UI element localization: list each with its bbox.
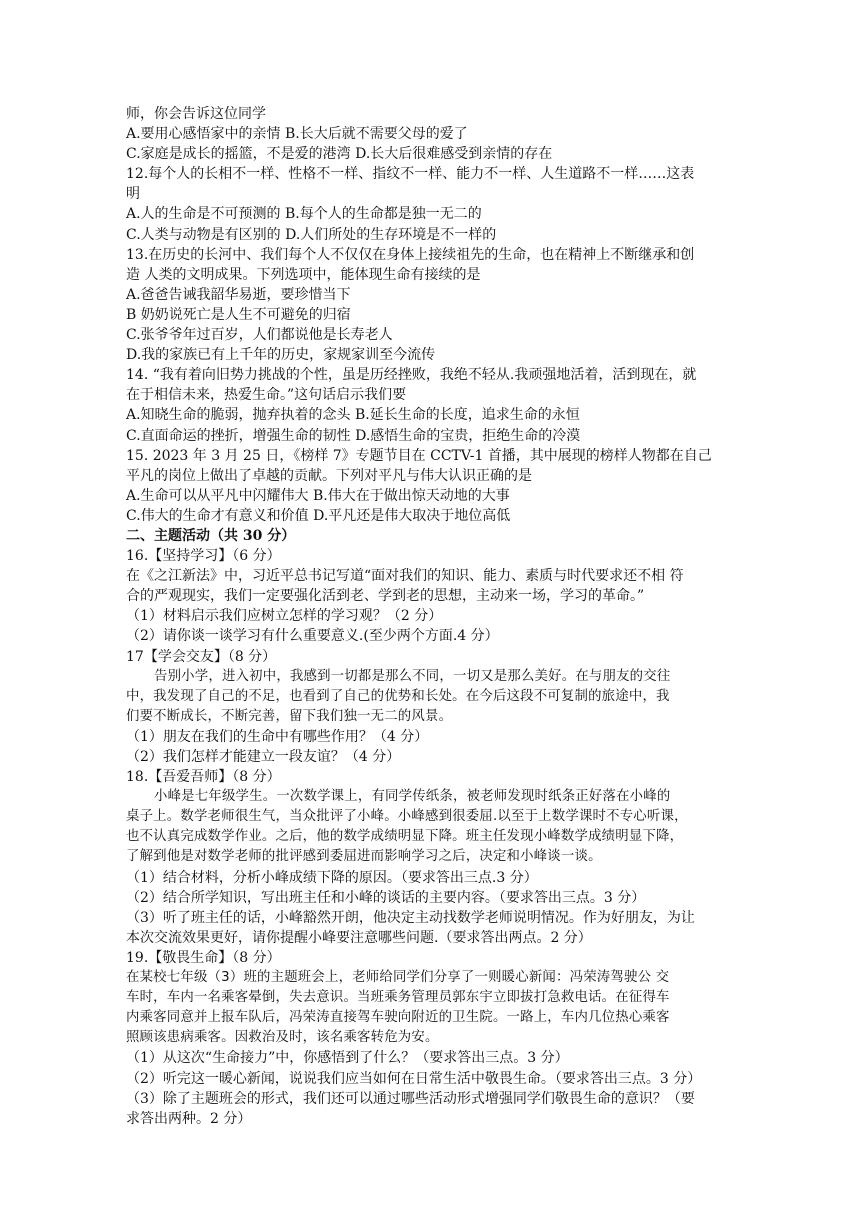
option-line: A.要用心感悟家中的亲情 B.长大后就不需要父母的爱了 bbox=[126, 126, 468, 143]
sub-question: 本次交流效果更好，请你提醒小峰要注意哪些问题.（要求答出两点。2 分） bbox=[126, 929, 592, 946]
material-text: 们要不断成长，不断完善，留下我们独一无二的风景。 bbox=[126, 708, 453, 724]
option-line: C.家庭是成长的摇篮，不是爱的港湾 D.长大后很难感受到亲情的存在 bbox=[126, 146, 553, 163]
option-line: C.直面命运的挫折，增强生命的韧性 D.感悟生命的宝贵，拒绝生命的冷漠 bbox=[126, 427, 581, 444]
question-14-stem: 14. “我有着向旧势力挑战的个性，虽是历经挫败，我绝不轻从.我顽强地活着，活到现在，就 bbox=[126, 367, 697, 384]
option-line: C.伟大的生命才有意义和价值 D.平凡还是伟大取决于地位高低 bbox=[126, 507, 511, 524]
text-line: 在于相信未来，热爱生命。”这句话启示我们要 bbox=[126, 387, 407, 404]
option-line: A.知晓生命的脆弱，抛弃执着的念头 B.延长生命的长度，追求生命的永恒 bbox=[126, 407, 580, 424]
question-18-title: 18.【吾爱吾师】（8 分） bbox=[126, 769, 281, 786]
option-line: A.爸爸告诫我韶华易逝，要珍惜当下 bbox=[126, 286, 351, 303]
sub-question: （2）请你谈一谈学习有什么重要意义.(至少两个方面.4 分） bbox=[126, 628, 499, 645]
sub-question: （1）朋友在我们的生命中有哪些作用？（4 分） bbox=[126, 728, 429, 745]
sub-question: （1）材料启示我们应树立怎样的学习观？（2 分） bbox=[126, 608, 443, 625]
material-text: 小峰是七年级学生。一次数学课上，有同学传纸条，被老师发现时纸条正好落在小峰的 bbox=[154, 789, 671, 805]
document-page bbox=[126, 104, 740, 1129]
material-text: 车时，车内一名乘客晕倒，失去意识。当班乘务管理员郭东宇立即拔打急救电话。在征得车 bbox=[126, 990, 670, 1006]
sub-question: （2）听完这一暖心新闻，说说我们应当如何在日常生活中敬畏生命。（要求答出三点。3 分） bbox=[126, 1070, 702, 1087]
option-line: D.我的家族已有上千年的历史，家规家训至今流传 bbox=[126, 347, 436, 364]
material-text: 合的严观现实，我们一定要强化活到老、学到老的思想，主动来一场，学习的革命。” bbox=[126, 588, 645, 605]
text-line: 平凡的岗位上做出了卓越的贡献。下列对平凡与伟大认识正确的是 bbox=[126, 467, 532, 484]
material-text: 照顾该患病乘客。因救治及时，该名乘客转危为安。 bbox=[126, 1030, 439, 1046]
text-line: 明 bbox=[126, 186, 140, 203]
option-line: C.张爷爷年过百岁，人们都说他是长寿老人 bbox=[126, 327, 393, 344]
sub-question: （1）从这次“生命接力”中，你感悟到了什么？（要求答出三点。3 分） bbox=[126, 1050, 569, 1067]
material-text: 桌子上。数学老师很生气，当众批评了小峰。小峰感到很委屈.以至于上数学课时不专心听课， bbox=[126, 809, 688, 825]
text-line: 师，你会告诉这位同学 bbox=[126, 106, 266, 122]
material-text: 中，我发现了自己的不足，也看到了自己的优势和长处。在今后这段不可复制的旅途中，我 bbox=[126, 688, 670, 704]
material-text: 内乘客同意并上报车队后，冯荣涛直接驾车驶向附近的卫生院。一路上，车内几位热心乘客 bbox=[126, 1010, 670, 1026]
question-12-stem: 12.每个人的长相不一样、性格不一样、指纹不一样、能力不一样、人生道路不一样……这表 bbox=[126, 166, 695, 183]
option-line: A.生命可以从平凡中闪耀伟大 B.伟大在于做出惊天动地的大事 bbox=[126, 487, 510, 504]
sub-question: （2）结合所学知识，写出班主任和小峰的谈话的主要内容。（要求答出三点。3 分） bbox=[126, 889, 646, 906]
question-15-stem: 15. 2023 年 3 月 25 日，《榜样 7》专题节目在 CCTV-1 首播，其中展现的榜样人物都在自己 bbox=[126, 447, 712, 464]
question-13-stem: 13.在历史的长河中、我们每个人不仅仅在身体上接续祖先的生命，也在精神上不断继承和创 bbox=[126, 246, 695, 263]
question-19-title: 19.【敬畏生命】（8 分） bbox=[126, 949, 281, 966]
question-17-title: 17【学会交友】（8 分） bbox=[126, 648, 277, 665]
sub-question: （2）我们怎样才能建立一段友谊？（4 分） bbox=[126, 749, 401, 765]
text-line: 造 人类的文明成果。下列选项中，能体现生命有接续的是 bbox=[126, 266, 481, 283]
option-line: A.人的生命是不可预测的 B.每个人的生命都是独一无二的 bbox=[126, 206, 482, 223]
sub-question: 求答出两种。2 分） bbox=[126, 1110, 252, 1127]
sub-question: （1）结合材料，分析小峰成绩下降的原因。（要求答出三点.3 分） bbox=[126, 869, 538, 886]
material-text: 告别小学，进入初中，我感到一切都是那么不同，一切又是那么美好。在与朋友的交往 bbox=[154, 668, 671, 684]
material-text: 在《之江新法》中，习近平总书记写道“面对我们的知识、能力、素质与时代要求还不相 符 bbox=[126, 568, 684, 585]
material-text: 了解到他是对数学老师的批评感到委屈进而影响学习之后，决定和小峰谈一谈。 bbox=[126, 849, 602, 865]
material-text: 在某校七年级（3）班的主题班会上，老师给同学们分享了一则暖心新闻：冯荣涛驾驶公 交 bbox=[126, 970, 670, 986]
option-line: B 奶奶说死亡是人生不可避免的归宿 bbox=[126, 306, 351, 323]
option-line: C.人类与动物是有区别的 D.人们所处的生存环境是不一样的 bbox=[126, 226, 497, 243]
section-heading: 二、主题活动（共 30 分） bbox=[126, 527, 296, 544]
material-text: 也不认真完成数学作业。之后，他的数学成绩明显下降。班主任发现小峰数学成绩明显下降， bbox=[126, 829, 684, 845]
sub-question: （3）除了主题班会的形式，我们还可以通过哪些活动形式增强同学们敬畏生命的意识？（要 bbox=[126, 1090, 695, 1107]
sub-question: （3）听了班主任的话，小峰豁然开朗，他决定主动找数学老师说明情况。作为好朋友，为让 bbox=[126, 909, 695, 926]
question-16-title: 16.【坚持学习】（6 分） bbox=[126, 548, 281, 565]
